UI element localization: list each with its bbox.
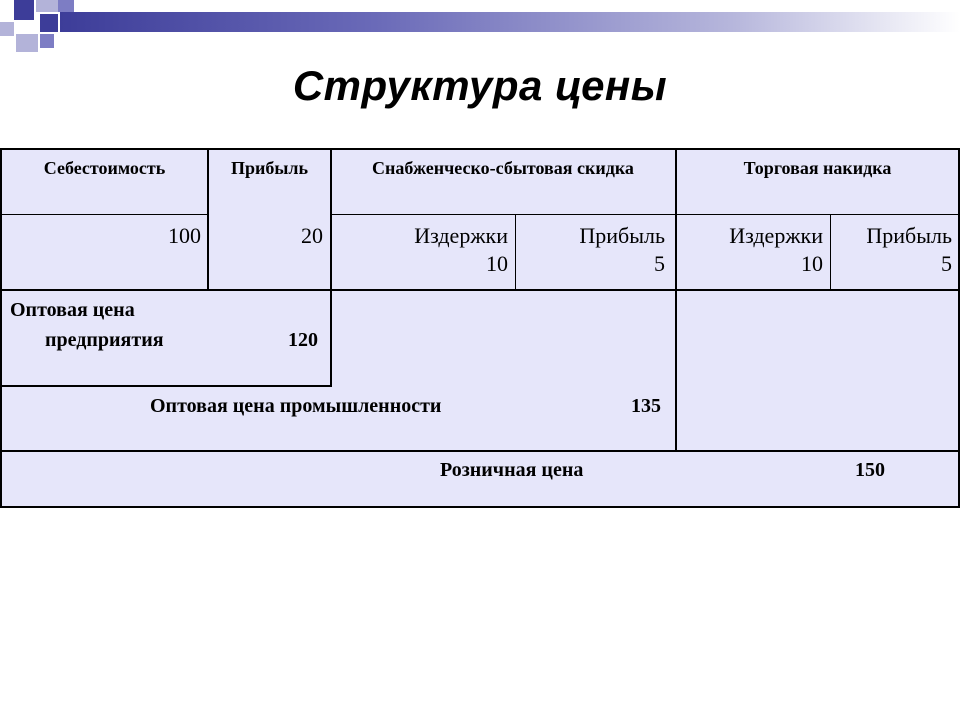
supply-costs-value: 10	[486, 251, 508, 276]
trade-profit	[831, 222, 952, 278]
enterprise-price-value: 120	[288, 329, 318, 351]
retail-price-value: 150	[855, 459, 885, 481]
price-structure-table	[0, 148, 960, 508]
trade-profit-value: 5	[941, 251, 952, 276]
industry-price-label: Оптовая цена промышленности	[150, 395, 442, 417]
header-supply-discount: Снабженческо-сбытовая скидка	[372, 158, 634, 178]
cost-value: 100	[168, 223, 201, 248]
table-row-divider	[0, 450, 960, 452]
header-cost: Себестоимость	[43, 158, 166, 178]
trade-costs	[677, 222, 823, 278]
decor-square	[0, 22, 14, 36]
retail-price-label: Розничная цена	[440, 459, 584, 481]
table-row-divider	[0, 385, 331, 387]
decor-square	[14, 0, 34, 20]
table-col-divider	[675, 148, 677, 452]
supply-profit	[516, 222, 665, 278]
table-row-divider	[0, 289, 960, 291]
trade-costs-label: Издержки	[729, 223, 823, 248]
trade-costs-value: 10	[801, 251, 823, 276]
supply-costs-label: Издержки	[414, 223, 508, 248]
top-gradient-bar	[60, 12, 960, 32]
decor-square	[16, 34, 38, 52]
table-border-left	[0, 148, 2, 508]
trade-profit-label: Прибыль	[866, 223, 952, 248]
table-border-top	[0, 148, 960, 150]
supply-costs	[332, 222, 508, 278]
table-row-divider	[0, 214, 208, 215]
enterprise-price-label-line2: предприятия	[45, 329, 164, 351]
decor-square	[40, 14, 58, 32]
supply-profit-value: 5	[654, 251, 665, 276]
supply-profit-label: Прибыль	[579, 223, 665, 248]
header-trade-markup: Торговая накидка	[743, 158, 892, 178]
enterprise-price-label-line1: Оптовая цена	[10, 299, 135, 321]
decor-square	[40, 34, 54, 48]
decor-square	[36, 0, 58, 12]
table-border-bottom	[0, 506, 960, 508]
header-profit: Прибыль	[230, 158, 309, 178]
profit-value: 20	[301, 223, 323, 248]
decor-square	[58, 0, 74, 12]
industry-price-value: 135	[631, 395, 661, 417]
page-title: Структура цены	[292, 62, 668, 109]
table-row-divider	[331, 214, 960, 215]
